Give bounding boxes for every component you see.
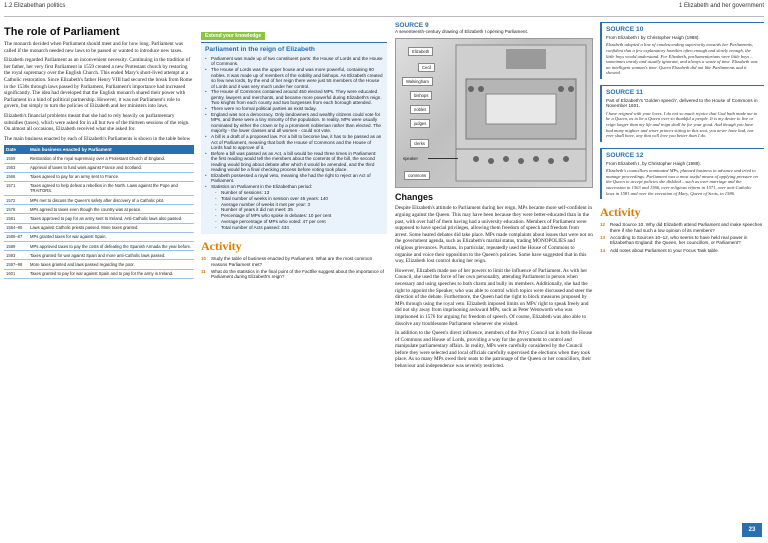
speaker-pointer xyxy=(428,158,458,159)
factfile-title: Parliament in the reign of Elizabeth xyxy=(205,46,315,53)
stat-item: - Percentage of MPs who spoke in debates: 10 per cent xyxy=(215,213,383,218)
table-row xyxy=(4,260,194,269)
row-date: 1566 xyxy=(4,172,28,181)
row-date: 1581 xyxy=(4,214,28,223)
header-business: Main business enacted by Parliament xyxy=(28,145,194,154)
question-number: 13 xyxy=(600,234,606,240)
source-11-quote: I have reigned with your loves. I do not so much rejoice that God hath made me to be a Queen, as to be a Queen over so thankful a people. It is my desire to live or reign longer than my life and reign shall be for your good. And though you have had many mighter and wiser princes sitting in this seat, you never have had, nor ever shall have, any that will love you better than I do. xyxy=(606,110,758,139)
parliament-drawing xyxy=(395,38,593,188)
row-date: 1597–98 xyxy=(4,260,28,269)
section-title: The role of Parliament xyxy=(4,26,120,38)
paragraph: However, Elizabeth made use of her powers to limit the influence of Parliament. As with her Council, she used the force of her own personality, attending Parliament in person when necessary and using speeches to both charm and bully its members. Additionally, she had the right to appoint the Speaker, who was able to control which topics were discussed and steer the direction of the debate. Furthermore, the Queen had the right to block measures proposed by MPs through using the royal veto. Elizabeth imposed limits on MPs' right to speak freely and did not shy away from imprisoning awkward MPs, such as Peter Wentworth who was imprisoned in 1576 for arguing for freedom of speech. Of course, Elizabeth was also able to dissolve any troublesome Parliament whenever she wished. xyxy=(395,267,593,327)
question xyxy=(201,269,387,280)
stat-item: - Average percentage of MPs who voted: 47 per cent xyxy=(215,219,383,224)
source-12-box xyxy=(600,148,764,199)
question-text: Add notes about Parliament to your Focus Task table. xyxy=(610,247,719,253)
fact-item: • The House of Lords was the upper house and was more powerful, containing 90 nobles. It was made up of members of the nobility and bishops. As Elizabeth created so few new lords, by the end of her reign there were just 55 members of the House of Lords and it was very much under her control. xyxy=(205,67,383,89)
row-date: 1589 xyxy=(4,242,28,251)
row-business: MPs met to discuss the Queen's safety after discovery of a Catholic plot. xyxy=(28,196,194,205)
table-row xyxy=(4,232,194,241)
header-date: Date xyxy=(4,145,28,154)
paragraph: The monarch decided when Parliament should meet and for how long. Parliament was called if the monarch needed new laws to be passed or wanted to introduce new taxes. xyxy=(4,41,184,54)
row-business: Taxes agreed to help defeat a rebellion in the North. Laws against the Pope and TRAITORS. xyxy=(28,181,194,195)
label-elizabeth: Elizabeth xyxy=(408,47,433,56)
source-11-box xyxy=(600,85,764,142)
source-10-attribution: From Elizabeth I by Christopher Haigh (1988). xyxy=(606,35,700,40)
running-header-left: 1.2 Elizabethan politics xyxy=(4,3,66,9)
table-row xyxy=(4,242,194,251)
source-11-title: SOURCE 11 xyxy=(606,88,644,96)
factfile-box xyxy=(201,42,387,234)
question-text: According to Sources 10–12, who seems to have held real power in Elizabethan England: the Queen, her councillors, or Parliament? xyxy=(610,234,748,246)
row-date: 1584–85 xyxy=(4,223,28,232)
label-cecil: Cecil xyxy=(418,63,435,72)
table-row xyxy=(4,205,194,214)
fact-item: • Elizabeth possessed a royal veto, meaning she had the right to reject an Act of Parliament. xyxy=(205,173,383,184)
activity-badge: Activity xyxy=(600,205,641,220)
source-12-quote: Elizabeth's councillors nominated MPs, planned business in advance and tried to manage proceedings. Parliament was a most useful means of applying pressure on the Queen to accept policies she disliked – such as over marriage and the succession in 1563 and 1566, over religious reform in 1571, over anti-Catholic laws in 1581 and over the execution of Mary, Queen of Scots, in 1586. xyxy=(606,168,758,196)
extend-knowledge-badge: Extend your knowledge xyxy=(201,32,265,40)
changes-title: Changes xyxy=(395,192,434,203)
source-9-title: SOURCE 9 xyxy=(395,22,429,29)
row-date: 1601 xyxy=(4,269,28,278)
column-role-of-parliament xyxy=(4,22,194,279)
question-text: Study the table of business enacted by Parliament. What are the most common reasons Parliament met? xyxy=(211,256,373,267)
table-row xyxy=(4,172,194,181)
running-header-right: 1 Elizabeth and her government xyxy=(678,3,764,9)
label-nobles: nobles xyxy=(410,105,430,114)
table-row xyxy=(4,181,194,195)
paragraph: In addition to the Queen's direct influence, members of the Privy Council sat in both the House of Commons and House of Lords, providing a way for the government to control and manipulate parliamentary affairs. In reality, MPs were carefully considered by the Council before they were selected and local officials carefully supervised the elections when they took place. As so many MPs owed their seats to the patronage of the Queen or her councillors, their behaviour and independence was severely restricted. xyxy=(395,330,593,370)
row-business: MPs agreed to taxes even though the country was at peace. xyxy=(28,205,194,214)
source-10-title: SOURCE 10 xyxy=(606,26,644,33)
question-number: 14 xyxy=(600,247,606,253)
activity-badge: Activity xyxy=(201,239,242,254)
row-business: More taxes granted and laws passed regarding the poor. xyxy=(28,260,194,269)
page-number: 23 xyxy=(742,523,762,537)
stat-item: - Number of years it did not meet: 35 xyxy=(215,207,383,212)
stats-intro: Statistics on Parliament in the Elizabethan period: xyxy=(211,184,313,190)
row-date: 1559 xyxy=(4,154,28,163)
question-number: 10 xyxy=(201,256,207,262)
source-9-caption: A seventeenth-century drawing of Elizabeth I opening Parliament. xyxy=(395,29,529,34)
header-rule xyxy=(4,16,764,17)
row-business: MPs granted taxes for war against Spain. xyxy=(28,232,194,241)
column-sources-10-12 xyxy=(600,22,764,255)
label-walsingham: Walsingham xyxy=(402,77,433,86)
table-row xyxy=(4,154,194,163)
row-date: 1586–87 xyxy=(4,232,28,241)
table-row xyxy=(4,269,194,278)
paragraph: Elizabeth's financial problems meant that she had to rely heavily on parliamentary subsidies (taxes), which were asked for in all but two of the thirteen sessions of the reign. On almost all occasions, Elizabeth received what she asked for. xyxy=(4,112,190,133)
source-10-box xyxy=(600,22,764,79)
label-judges: judges xyxy=(410,119,430,128)
paragraph: Despite Elizabeth's attitude to Parliament during her reign, MPs became more self-confident in arguing against the Queen. This may have been because they were better-educated than in the past, with over half of them having had a university education. Members of Parliament were supposed to have special privileges, allowing them freedom of speech and freedom from arrest. Some heated debates did take place. MPs made complaints about issues that were not on the government agenda, such as Elizabeth's marital status, trading MONOPOLIES and religious grievances. Puritans, in particular, repeatedly used the House of Commons to organise and voice their opposition to the Queen's policies. Some have suggested that in this way, Elizabeth lost control during her reign. xyxy=(395,205,593,265)
table-header-row xyxy=(4,145,194,154)
table-row xyxy=(4,223,194,232)
fact-item: • There were no formal political parties as exist today. xyxy=(205,106,383,111)
question xyxy=(600,222,764,233)
source-12-title: SOURCE 12 xyxy=(606,151,644,159)
question xyxy=(201,256,387,267)
table-row xyxy=(4,163,194,172)
row-business: Approval of taxes to fund wars against France and Scotland. xyxy=(28,163,194,172)
row-business: Taxes granted for war against Spain and more anti-Catholic laws passed. xyxy=(28,251,194,260)
fact-item: • Parliament was made up of two constituent parts: the House of Lords and the House of Commons. xyxy=(205,56,383,67)
row-date: 1593 xyxy=(4,251,28,260)
fact-item: • The House of Commons contained around 450 elected MPs. They were educated gentry, lawyers and merchants, and became more powerful during Elizabeth's reign. Two knights from each county and two burgesses from each borough attended. xyxy=(205,89,383,105)
paragraph: The main business enacted by each of Elizabeth's Parliaments is shown in the table below xyxy=(4,135,191,142)
row-business: Taxes granted to pay for war against Spain and to pay for the army in Ireland. xyxy=(28,269,194,278)
question xyxy=(600,248,764,253)
label-clerks: clerks xyxy=(410,139,429,148)
activity-block xyxy=(600,205,764,253)
label-bishops: bishops xyxy=(410,91,432,100)
source-11-attribution: Part of Elizabeth's 'Golden speech', delivered to the House of Commons in November 1601. xyxy=(606,97,758,109)
fact-item xyxy=(205,184,383,230)
question-number: 11 xyxy=(201,268,206,274)
table-row xyxy=(4,196,194,205)
label-speaker: speaker xyxy=(403,156,418,162)
source-12-attribution: From Elizabeth I, by Christopher Haigh (1988). xyxy=(606,160,701,166)
stats-list xyxy=(215,190,383,231)
fact-item: • Before a bill was passed as an Act, a bill would be read three times in Parliament: the first reading would tell the members about the contents of the bill, the second reading would bring about debate after which it would be amended, and the third reading would be a final checking process before voting took place. xyxy=(205,151,383,173)
activity-block xyxy=(201,239,387,280)
row-date: 1563 xyxy=(4,163,28,172)
stat-item: - Number of sessions: 13 xyxy=(215,190,383,195)
parliament-business-table xyxy=(4,145,194,278)
row-business: MPs approved taxes to pay the costs of defeating the Spanish Armada the year before. xyxy=(28,242,194,251)
row-business: Restoration of the royal supremacy over a Protestant Church of England. xyxy=(28,154,194,163)
question-number: 12 xyxy=(600,222,606,228)
row-date: 1571 xyxy=(4,181,28,195)
question-text: Read Source 10. Why did Elizabeth attend Parliament and make speeches there if she had such a low opinion of its members? xyxy=(610,222,763,233)
fact-item: • England was not a democracy. Only landowners and wealthy citizens could vote for MPs, and these were a tiny minority of the population. In reality, MPs were usually nominated by either the crown or by a prominent nobleman rather than elected. The majority - the lower classes and all women - could not vote. xyxy=(205,112,383,134)
row-business: Taxes agreed to pay for an army sent to France. xyxy=(28,172,194,181)
stat-item: - Average number of weeks it met per year: 3 xyxy=(215,202,383,207)
column-source-9-and-changes xyxy=(395,22,593,373)
question-text: What do the statistics in the final point of the Factfile suggest about the importance of Parliament during Elizabeth's reign? xyxy=(211,268,384,280)
table-row xyxy=(4,251,194,260)
row-business: Laws against Catholic priests passed. More taxes granted. xyxy=(28,223,194,232)
stat-item: - Total number of weeks in session over 45 years: 140 xyxy=(215,196,383,201)
label-commons: commons xyxy=(404,171,430,180)
column-factfile xyxy=(201,22,387,282)
question xyxy=(600,235,764,246)
table-row xyxy=(4,214,194,223)
stat-item: - Total number of Acts passed: 434 xyxy=(215,225,383,230)
row-date: 1576 xyxy=(4,205,28,214)
factfile-list xyxy=(205,56,383,231)
row-business: Taxes approved to pay for an army sent to Ireland. Anti-Catholic laws also passed. xyxy=(28,214,194,223)
row-date: 1572 xyxy=(4,196,28,205)
fact-item: • A bill is a draft of a proposed law. For a bill to become law, it has to be passed as an Act of Parliament, meaning that both the House of Commons and the House of Lords had to approve of it. xyxy=(205,134,383,150)
source-10-quote: Elizabeth adopted a line of condescending superiority towards her Parliaments, confident that a few explanatory homilies often enough and slowly enough, the little boys would understand. For Elizabeth, parliamentarians were little boys – sometimes unruly and usually ignorant, and always a waste of time. Elizabeth was an intelligent woman's time. Queen Elizabeth did not like Parliaments and it showed. xyxy=(606,42,758,76)
paragraph: Elizabeth regarded Parliament as an inconvenient necessity. Continuing in the tradition of her father, her very first Parliament in 1559 created a new Protestant church by restoring the royal supremacy over the English Church. This ended Mary's short-lived attempt at a Catholic restoration. Since Elizabeth's father Henry VIII had secured the break from Rome in the 1530s through laws passed by Parliament, Parliament's importance had increased significantly. The idea had developed that the English monarch shared their power with Parliament in a kind of political partnership. However, it was not Parliament's role to govern, but simply to turn the policies of Elizabeth and her ministers into laws. xyxy=(4,57,193,110)
